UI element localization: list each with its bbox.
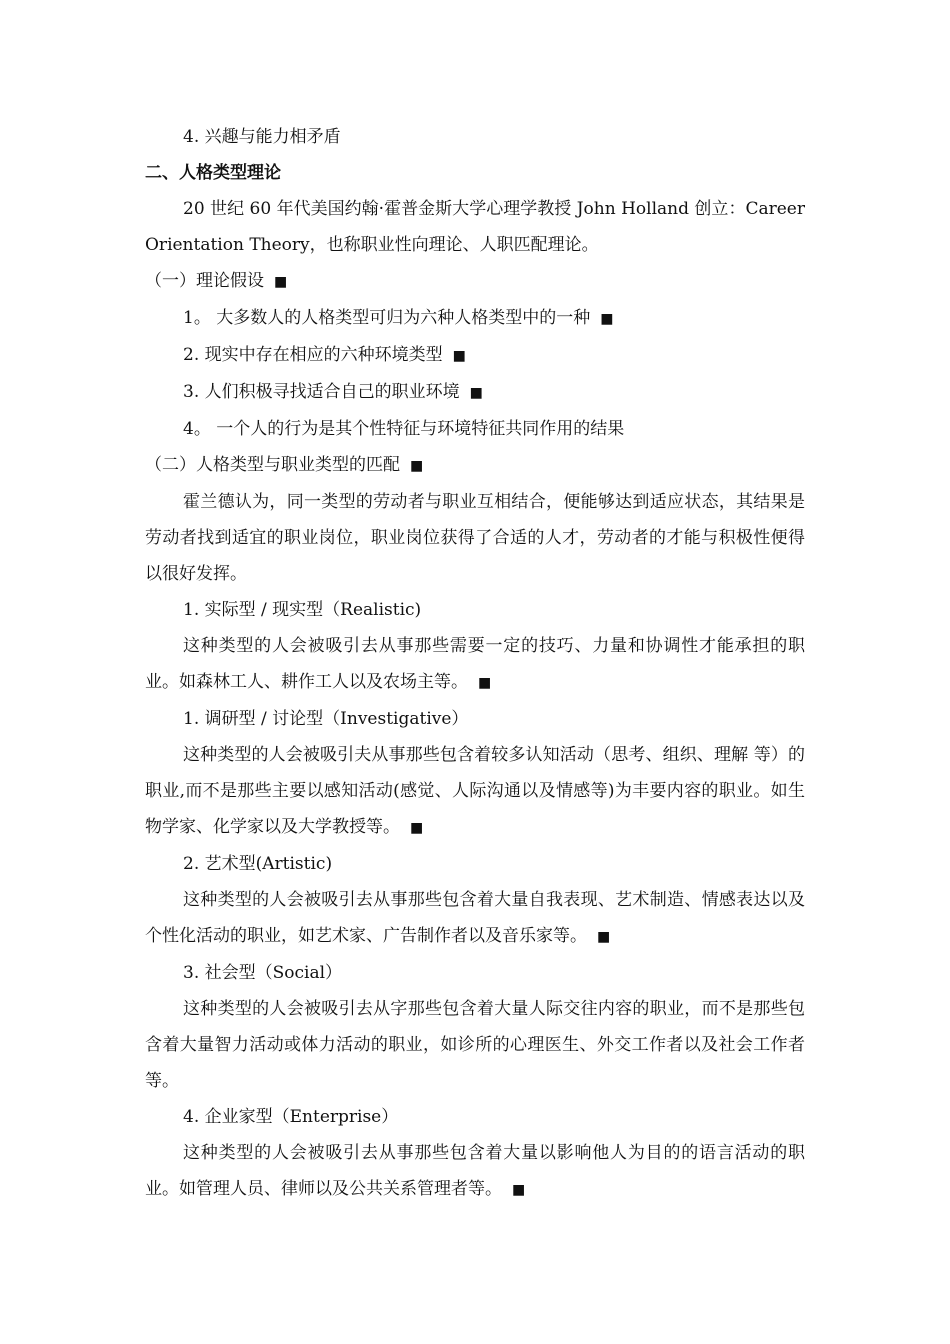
marker-icon: ■ [410,820,424,836]
hypothesis-1 [145,300,805,337]
hypothesis-2-text: 2. 现实中存在相应的六种环境类型 [183,345,443,365]
marker-icon: ■ [600,311,614,327]
type-social-desc: 这种类型的人会被吸引去从字那些包含着大量人际交往内容的职业，而不是那些包含着大量智力活动或体力活动的职业，如诊所的心理医生、外交工作者以及社会工作者等。 [145,999,805,1091]
marker-icon: ■ [469,385,483,401]
subsection-matching-label: （二）人格类型与职业类型的匹配 [145,455,400,475]
type-artistic-title: 2. 艺术型(Artistic) [183,854,333,874]
subsection-hypotheses-label: （一）理论假设 [145,271,264,291]
marker-icon: ■ [597,929,611,945]
hypothesis-1-text: 1。 大多数人的人格类型可归为六种人格类型中的一种 [183,308,591,328]
type-social-title: 3. 社会型（Social） [183,963,343,983]
item-interest-ability-conflict: 4. 兴趣与能力相矛盾 [183,127,341,147]
hypothesis-3-text: 3. 人们积极寻找适合自己的职业环境 [183,382,460,402]
type-investigative-title: 1. 调研型 / 讨论型（Investigative） [183,709,469,729]
hypothesis-2 [145,337,805,374]
type-realistic-desc-text: 这种类型的人会被吸引去从事那些需要一定的技巧、力量和协调性才能承担的职业。如森林工人、耕作工人以及农场主等。 [145,636,805,692]
marker-icon: ■ [274,274,288,290]
marker-icon: ■ [478,675,492,691]
hypothesis-4: 4。 一个人的行为是其个性特征与环境特征共同作用的结果 [183,419,625,439]
type-enterprise-title: 4. 企业家型（Enterprise） [183,1107,399,1127]
subsection-hypotheses [145,263,805,300]
type-enterprise-desc [145,1135,805,1208]
type-artistic-desc-text: 这种类型的人会被吸引去从事那些包含着大量自我表现、艺术制造、情感表达以及个性化活动的职业，如艺术家、广告制作者以及音乐家等。 [145,890,805,946]
section-heading-personality-theory: 二、人格类型理论 [145,163,281,183]
type-realistic-title: 1. 实际型 / 现实型（Realistic) [183,600,422,620]
type-artistic-desc [145,882,805,955]
type-investigative-desc [145,737,805,846]
subsection-matching [145,447,805,484]
marker-icon: ■ [512,1182,526,1198]
intro-paragraph: 20 世纪 60 年代美国约翰·霍普金斯大学心理学教授 John Holland 创立：Career Orientation Theory，也称职业性向理论、人职匹配理论。 [145,199,805,255]
holland-view-paragraph: 霍兰德认为，同一类型的劳动者与职业互相结合，便能够达到适应状态，其结果是劳动者找到适宜的职业岗位，职业岗位获得了合适的人才，劳动者的才能与积极性便得以很好发挥。 [145,492,805,584]
marker-icon: ■ [410,458,424,474]
document-body [145,119,805,1208]
type-investigative-desc-text: 这种类型的人会被吸引夫从事那些包含着较多认知活动（思考、组织、理解 等）的职业,而不是那些主要以感知活动(感觉、人际沟通以及情感等)为丰要内容的职业。如生物学家、化学家以及大学教授等。 [145,745,805,837]
type-enterprise-desc-text: 这种类型的人会被吸引去从事那些包含着大量以影响他人为目的的语言活动的职业。如管理人员、律师以及公共关系管理者等。 [145,1143,805,1199]
type-realistic-desc [145,628,805,701]
hypothesis-3 [145,374,805,411]
marker-icon: ■ [452,348,466,364]
